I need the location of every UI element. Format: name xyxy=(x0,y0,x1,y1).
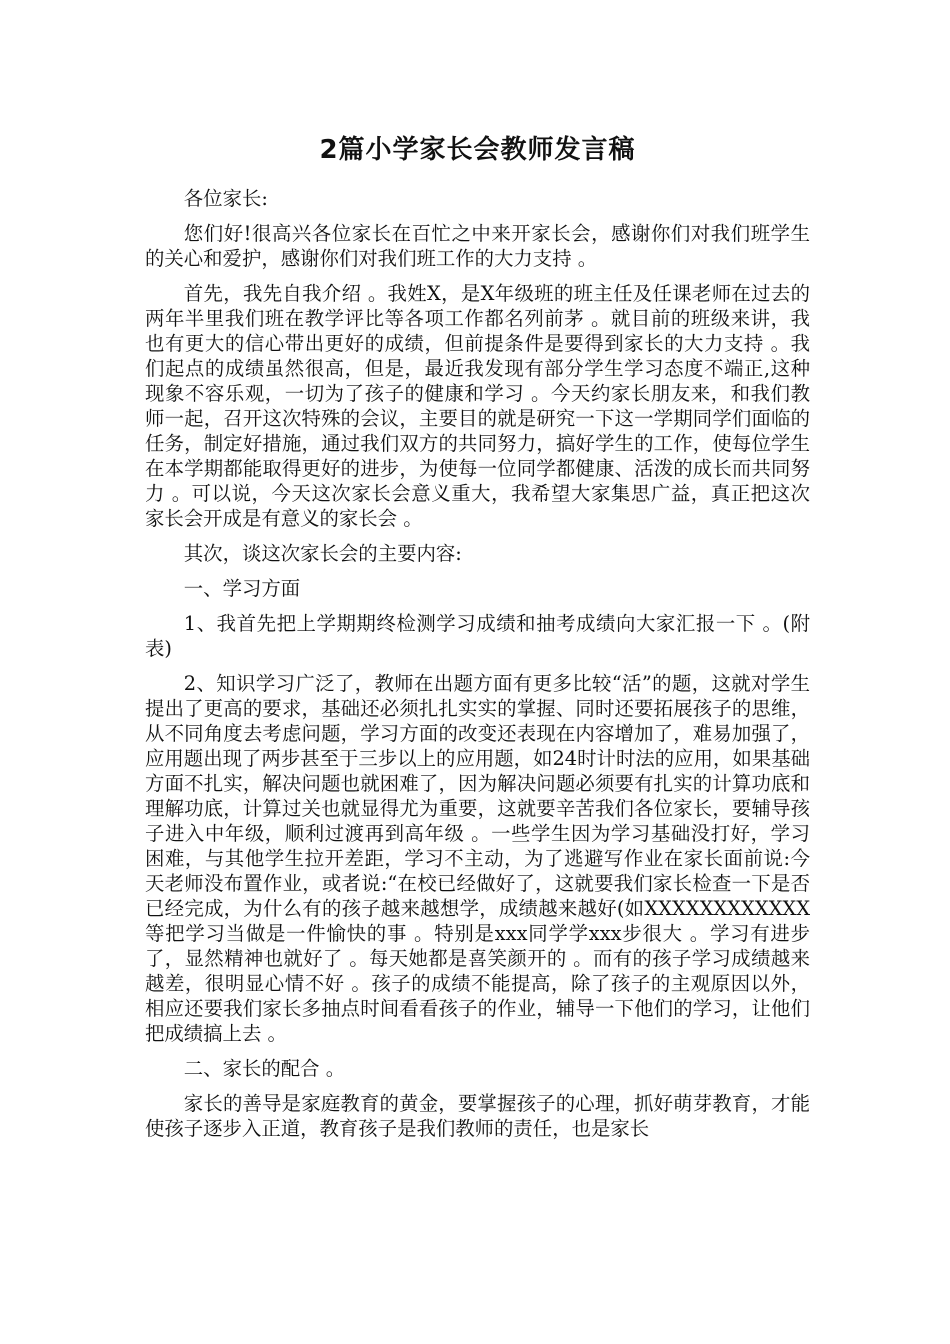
study-item-2-paragraph: 2、知识学习广泛了，教师在出题方面有更多比较“活”的题，这就对学生提出了更高的要求，基础还必须扎扎实实的掌握、同时还要拓展孩子的思维，从不同角度去考虑问题，学习方面的改变还表现在内容增加了，难易加强了，应用题出现了两步甚至于三步以上的应用题，如24时计时法的应用，如果基础方面不扎实，解决问题也就困难了，因为解决问题必须要有扎实的计算功底和理解功底，计算过关也就显得尤为重要，这就要辛苦我们各位家长，要辅导孩子进入中年级，顺利过渡再到高年级 。一些学生因为学习基础没打好，学习困难，与其他学生拉开差距，学习不主动，为了逃避写作业在家长面前说:今天老师没布置作业，或者说:“在校已经做好了，这就要我们家长检查一下是否已经完成，为什么有的孩子越来越想学，成绩越来越好(如XXXXXXXXXXXX等把学习当做是一件愉快的事 。特别是xxx同学学xxx步很大 。学习有进步了，显然精神也就好了 。每天她都是喜笑颜开的 。而有的孩子学习成绩越来越差，很明显心情不好 。孩子的成绩不能提高，除了孩子的主观原因以外，相应还要我们家长多抽点时间看看孩子的作业，辅导一下他们的学习，让他们把成绩搞上去 。 xyxy=(145,672,810,1045)
parents-paragraph: 家长的善导是家庭教育的黄金，要掌握孩子的心理，抓好萌芽教育，才能使孩子逐步入正道，教育孩子是我们教师的责任，也是家长 xyxy=(145,1092,810,1140)
salutation-paragraph: 各位家长: xyxy=(183,187,268,210)
section-heading-parents: 二、家长的配合 。 xyxy=(183,1057,346,1080)
study-item-1-paragraph: 1、我首先把上学期期终检测学习成绩和抽考成绩向大家汇报一下 。(附表) xyxy=(145,612,810,660)
introduction-paragraph: 首先，我先自我介绍 。我姓X，是X年级班的班主任及任课老师在过去的两年半里我们班在教学评比等各项工作都名列前茅 。就目前的班级来讲，我也有更大的信心带出更好的成绩，但前提条件是要得到家长的大力支持 。我们起点的成绩虽然很高，但是，最近我发现有部分学生学习态度不端正,这种现象不容乐观，一切为了孩子的健康和学习 。今天约家长朋友来，和我们教师一起，召开这次特殊的会议，主要目的就是研究一下这一学期同学们面临的任务，制定好措施，通过我们双方的共同努力，搞好学生的工作，使每位学生在本学期都能取得更好的进步，为使每一位同学都健康、活泼的成长而共同努力 。可以说，今天这次家长会意义重大，我希望大家集思广益，真正把这次家长会开成是有意义的家长会 。 xyxy=(145,282,810,530)
document-title: 2篇小学家长会教师发言稿 xyxy=(319,135,636,165)
main-content-heading: 其次，谈这次家长会的主要内容: xyxy=(183,542,462,565)
greeting-paragraph: 您们好!很高兴各位家长在百忙之中来开家长会，感谢你们对我们班学生的关心和爱护，感谢你们对我们班工作的大力支持 。 xyxy=(145,222,810,270)
section-heading-study: 一、学习方面 xyxy=(183,577,301,600)
